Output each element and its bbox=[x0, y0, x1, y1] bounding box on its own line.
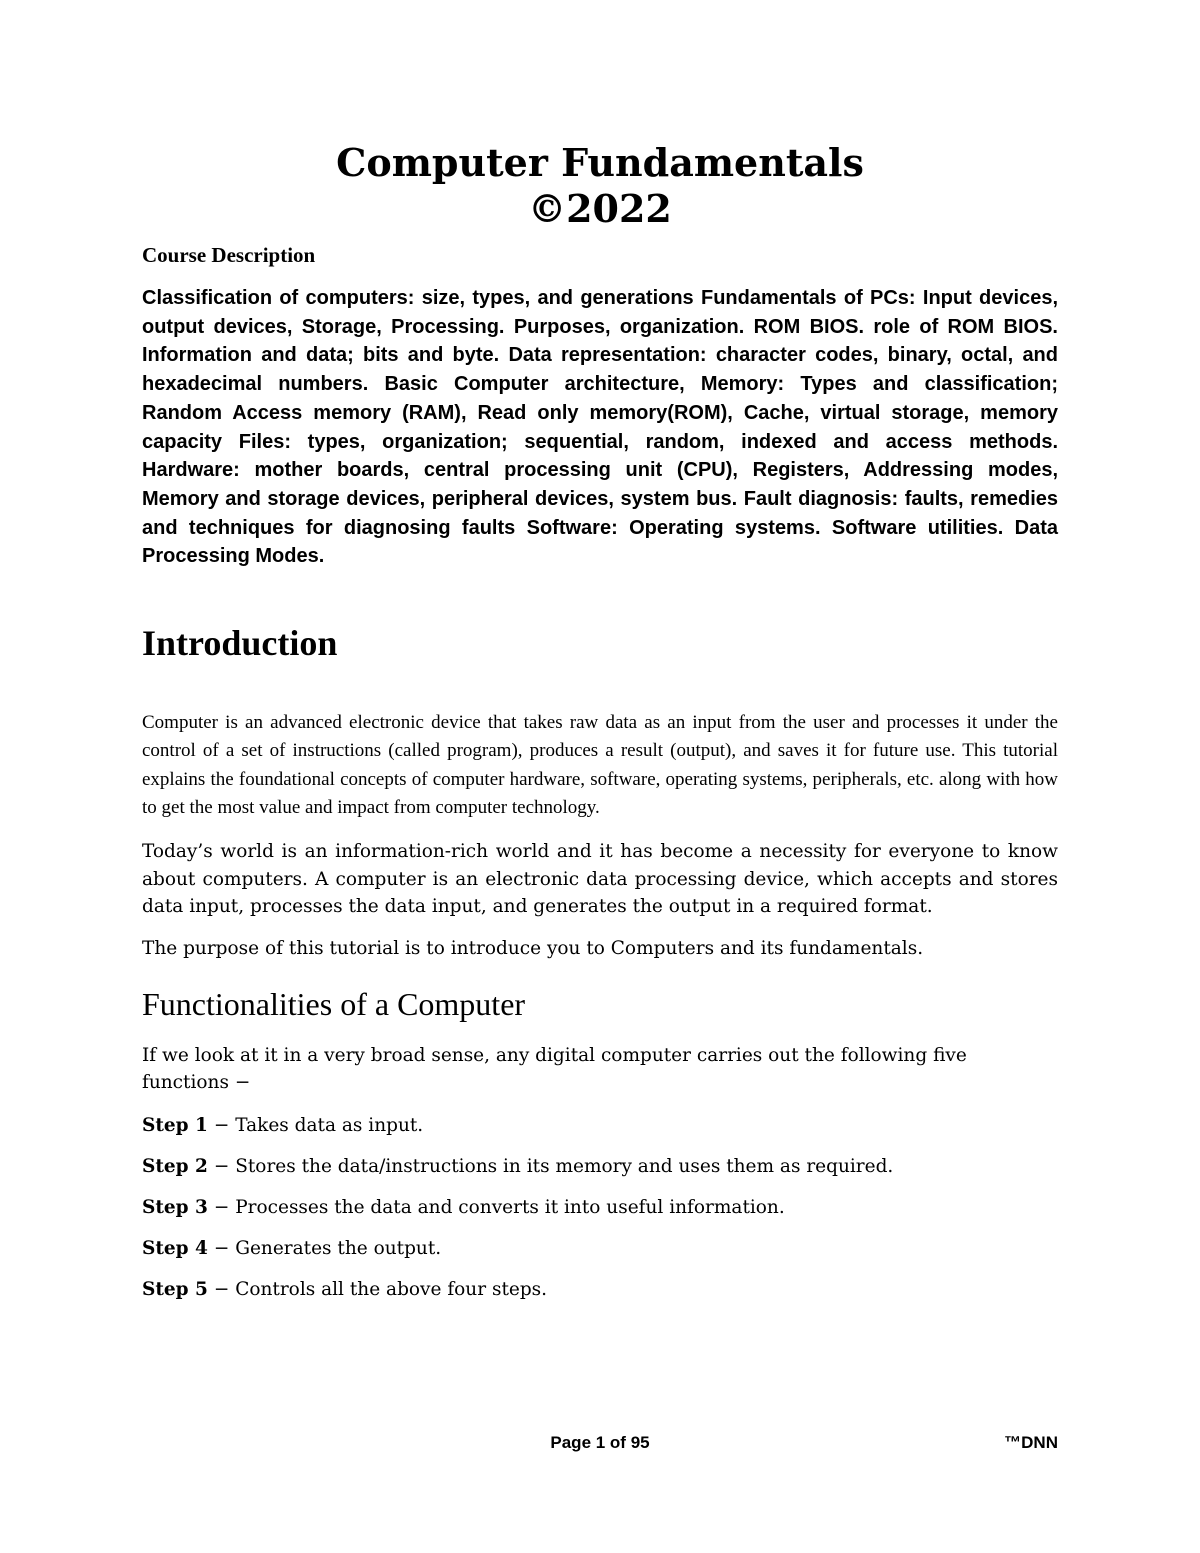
introduction-paragraph-2: Today’s world is an information-rich world and it has become a necessity for everyone to know about computers. A computer is an electronic data processing device, which accepts and stores data input, processes the data input, and generates the output in a required format. bbox=[142, 841, 1058, 918]
step-label: Step 4 bbox=[142, 1238, 208, 1260]
page-content bbox=[142, 140, 1058, 1317]
step-label: Step 1 bbox=[142, 1115, 208, 1137]
step-label: Step 5 bbox=[142, 1279, 208, 1301]
course-description-text: Classification of computers: size, types, and generations Fundamentals of PCs: Input devices, output devices, Storage, Processing. Purposes, organization. ROM BIOS. role of ROM BIOS. Information and data; bits and byte. Data representation: character codes, binary, octal, and hexadecimal numbers. Basic Computer architecture, Memory: Types and classification; Random Access memory (RAM), Read only memory(ROM), Cache, virtual storage, memory capacity Files: types, organization; sequential, random, indexed and access methods. Hardware: mother boards, central processing unit (CPU), Registers, Addressing modes, Memory and storage devices, peripheral devices, system bus. Fault diagnosis: faults, remedies and techniques for diagnosing faults Software: Operating systems. Software utilities. Data Processing Modes. bbox=[142, 287, 1058, 568]
step-label: Step 3 bbox=[142, 1197, 208, 1219]
step-text: − Processes the data and converts it into useful information. bbox=[207, 1197, 785, 1219]
course-description-label: Course Description bbox=[142, 243, 316, 267]
page-number: Page 1 of 95 bbox=[550, 1433, 650, 1452]
document-title: Computer Fundamentals bbox=[336, 140, 864, 185]
functionalities-intro: If we look at it in a very broad sense, any digital computer carries out the following five functions − bbox=[142, 1045, 967, 1094]
introduction-heading: Introduction bbox=[142, 623, 338, 664]
copyright-year: ©2022 bbox=[528, 186, 672, 231]
step-text: − Takes data as input. bbox=[207, 1115, 424, 1137]
step-item bbox=[142, 1153, 1058, 1180]
step-text: − Generates the output. bbox=[207, 1238, 442, 1260]
trademark-label: ™DNN bbox=[1004, 1433, 1058, 1452]
step-text: − Controls all the above four steps. bbox=[207, 1279, 548, 1301]
step-label: Step 2 bbox=[142, 1156, 208, 1178]
introduction-paragraph-3: The purpose of this tutorial is to introduce you to Computers and its fundamentals. bbox=[142, 937, 924, 959]
step-item bbox=[142, 1112, 1058, 1139]
step-item bbox=[142, 1235, 1058, 1262]
functionalities-heading: Functionalities of a Computer bbox=[142, 986, 526, 1023]
step-item bbox=[142, 1194, 1058, 1221]
step-text: − Stores the data/instructions in its memory and uses them as required. bbox=[207, 1156, 894, 1178]
introduction-paragraph-1: Computer is an advanced electronic device that takes raw data as an input from the user and processes it under the control of a set of instructions (called program), produces a result (output), and saves it for future use. This tutorial explains the foundational concepts of computer hardware, software, operating systems, peripherals, etc. along with how to get the most value and impact from computer technology. bbox=[142, 712, 1058, 818]
step-item bbox=[142, 1276, 1058, 1303]
